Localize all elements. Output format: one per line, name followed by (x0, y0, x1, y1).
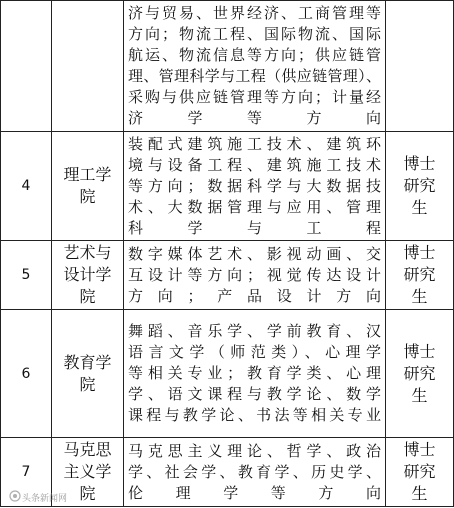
degree-cell (386, 132, 454, 241)
major-line: 航运、物流信息等方向；供应链管 (128, 46, 381, 64)
college-cell (52, 310, 124, 438)
degree-line: 生 (411, 484, 428, 503)
degree-line: 博士 (403, 440, 436, 459)
major-line: 互设计等方向；视觉传达设计 (128, 265, 381, 284)
major-line: 学、语文课程与教学论、数学 (128, 385, 381, 403)
college-line: 院 (79, 287, 96, 306)
college-line: 设计学 (63, 265, 112, 284)
degree-line: 研究 (403, 176, 436, 195)
major-cell (124, 241, 386, 310)
row-index: 5 (1, 241, 52, 310)
degree-line: 研究 (403, 265, 436, 284)
major-line: 课程与教学论、书法等相关专业 (128, 406, 381, 424)
table-row (1, 241, 454, 310)
major-line: 学、社会学、教育学、历史学、 (128, 462, 381, 481)
row-index: 6 (1, 310, 52, 438)
major-cell (124, 132, 386, 241)
degree-line: 生 (411, 198, 428, 217)
college-cell (52, 1, 124, 132)
degree-cell (386, 438, 454, 507)
college-line: 艺术与 (63, 243, 112, 262)
major-line: 济学等方向 (128, 109, 381, 127)
major-line: 等相关专业；教育学类、心理 (128, 364, 381, 382)
major-cell (124, 438, 386, 507)
college-line: 主义学 (63, 462, 112, 481)
major-line: 伦理学等方向 (128, 483, 381, 502)
table-row (1, 438, 454, 507)
degree-line: 生 (411, 385, 428, 405)
major-line: 理、管理科学与工程（供应链管理）、 (128, 67, 381, 85)
college-line: 教育学 (63, 352, 112, 372)
major-line: 语言文学（师范类）、心理学 (128, 343, 381, 361)
degree-cell (386, 1, 454, 132)
table-body (1, 1, 454, 507)
row-index: 4 (1, 132, 52, 241)
degree-line: 研究 (403, 363, 436, 383)
college-cell (52, 241, 124, 310)
major-line: 装配式建筑施工技术、建筑环 (128, 134, 381, 153)
college-line: 院 (79, 484, 96, 503)
major-line: 马克思主义理论、哲学、政治 (128, 441, 381, 460)
major-line: 术、大数据管理与应用、管理 (128, 197, 381, 216)
major-line: 境与设备工程、建筑施工技术 (128, 155, 381, 174)
row-index (1, 1, 52, 132)
major-line: 数字媒体艺术、影视动画、交 (128, 244, 381, 263)
major-line: 等方向；数据科学与大数据技 (128, 176, 381, 195)
major-cell (124, 310, 386, 438)
watermark-logo-icon (9, 490, 21, 502)
major-line: 方向；物流工程、国际物流、国际 (128, 25, 381, 43)
college-cell (52, 132, 124, 241)
major-line: 济与贸易、世界经济、工商管理等 (128, 4, 381, 22)
major-cell (124, 1, 386, 132)
degree-cell (386, 241, 454, 310)
row-index: 7 (1, 438, 52, 507)
watermark-text: 头条新闻网 (22, 494, 68, 504)
table-row (1, 1, 454, 132)
table-row (1, 132, 454, 241)
college-line: 马克思 (63, 440, 112, 459)
degree-cell (386, 310, 454, 438)
table-row (1, 310, 454, 438)
college-line: 院 (79, 187, 96, 206)
college-line: 理工学 (63, 165, 112, 184)
degree-line: 生 (411, 287, 428, 306)
major-line: 舞蹈、音乐学、学前教育、汉 (128, 322, 381, 340)
college-line: 院 (79, 374, 96, 394)
major-line: 方向；产品设计方向 (128, 286, 381, 305)
degree-line: 博士 (403, 341, 436, 361)
major-line: 采购与供应链管理等方向；计量经 (128, 88, 381, 106)
major-line: 科学与工程 (128, 218, 381, 237)
degree-line: 博士 (403, 243, 436, 262)
degree-line: 研究 (403, 462, 436, 481)
degree-line: 博士 (403, 154, 436, 173)
